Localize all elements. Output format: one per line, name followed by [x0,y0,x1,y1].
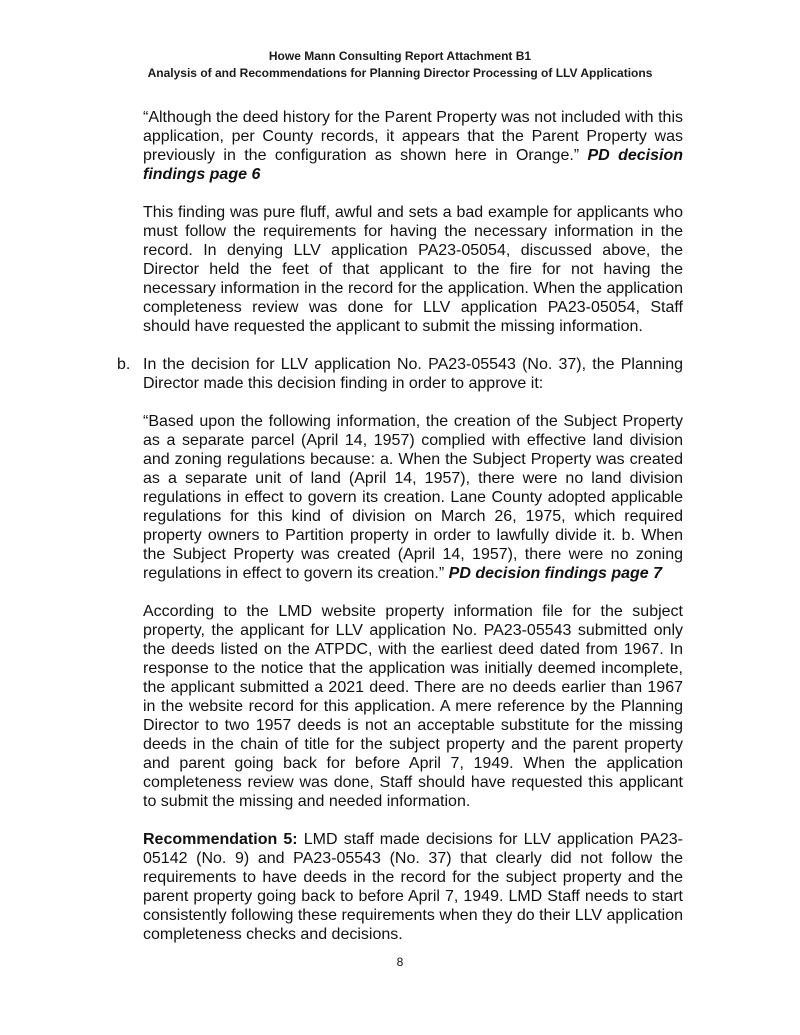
citation: PD decision findings page 6 [143,147,683,183]
page-number: 8 [396,955,404,969]
quote-paragraph-1 [143,108,683,184]
citation: PD decision findings page 7 [448,565,663,582]
quote-text: “Based upon the following information, the creation of the Subject Property as a separate parcel (April 14, 1957) complied with effective land division and zoning regulations because: a. When the Subject Property was created as a separate unit of land (April 14, 1957), there were no land division regulations in effect to govern its creation. Lane County adopted applicable regulations for this kind of division on March 26, 1975, which required property owners to Partition property in order to lawfully divide it. b. When the Subject Property was created (April 14, 1957), there were no zoning regulations in effect to govern its creation.” [143,413,683,582]
paragraph-4: According to the LMD website property information file for the subject property, the applicant for LLV application No. PA23-05543 submitted only the deeds listed on the ATPDC, with the earliest deed dated from 1967. In response to the notice that the application was initially deemed incomplete, the applicant submitted a 2021 deed. There are no deeds earlier than 1967 in the website record for this application. A mere reference by the Planning Director to two 1957 deeds is not an acceptable substitute for the missing deeds in the chain of title for the subject property and the parent property and parent going back for before April 7, 1949. When the application completeness review was done, Staff should have requested this applicant to submit the missing and needed information. [143,603,683,810]
header-title: Howe Mann Consulting Report Attachment B1 [268,49,532,63]
quote-paragraph-2 [143,412,683,583]
list-item-text: In the decision for LLV application No. PA23-05543 (No. 37), the Planning Director made this decision finding in order to approve it: [143,356,683,392]
paragraph-2: This finding was pure fluff, awful and sets a bad example for applicants who must follow the requirements for having the necessary information in the record. In denying LLV application PA23-05054, discussed above, the Director held the feet of that applicant to the fire for not having the necessary information in the record for the application. When the application completeness review was done for LLV application PA23-05054, Staff should have requested the applicant to submit the missing information. [143,204,683,335]
header-subtitle: Analysis of and Recommendations for Planning Director Processing of LLV Applications [147,66,653,80]
recommendation-label: Recommendation 5: [143,831,298,848]
list-item-b [117,355,683,393]
list-marker: b. [117,356,131,373]
page-header [0,48,800,82]
document-body [117,108,683,963]
recommendation-text: LMD staff made decisions for LLV application PA23-05142 (No. 9) and PA23-05543 (No. 37) that clearly did not follow the requirements to have deeds in the record for the subject property and the parent property going back to before April 7, 1949. LMD Staff needs to start consistently following these requirements when they do their LLV application completeness checks and decisions. [143,831,683,943]
recommendation-paragraph [143,830,683,944]
quote-text: “Although the deed history for the Parent Property was not included with this application, per County records, it appears that the Parent Property was previously in the configuration as shown here in Orange.” [143,109,683,164]
